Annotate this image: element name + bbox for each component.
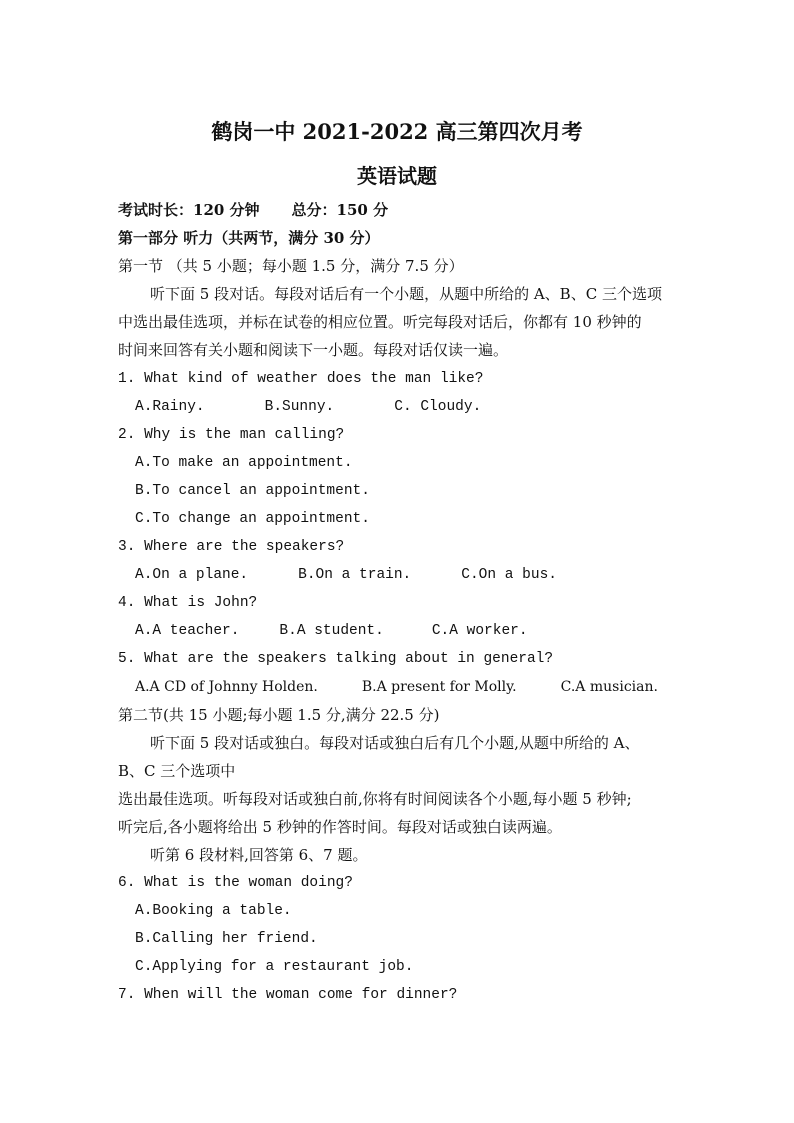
q1-option-c: C. Cloudy.	[394, 399, 482, 415]
exam-info	[118, 200, 388, 220]
q1-option-a: A.Rainy.	[135, 399, 205, 415]
section1-instr-line-3: 时间来回答有关小题和阅读下一小题。每段对话仅读一遍。	[118, 341, 509, 359]
q1-option-b: B.Sunny.	[264, 399, 335, 415]
q2-option-a: A.To make an appointment.	[135, 455, 353, 471]
q4-option-b: B.A student.	[279, 623, 384, 639]
section2-instr-line-4: 听完后,各小题将给出 5 秒钟的作答时间。每段对话或独白读两遍。	[118, 818, 562, 836]
question-3-options	[135, 565, 557, 585]
q4-option-c: C.A worker.	[431, 623, 528, 639]
question-4-options	[135, 621, 528, 641]
question-6: 6. What is the woman doing?	[118, 875, 353, 891]
exam-total: 总分：150 分	[291, 201, 389, 219]
section1-instr-line-2: 中选出最佳选项，并标在试卷的相应位置。听完每段对话后，你都有 10 秒钟的	[118, 313, 642, 331]
question-1-options	[135, 397, 481, 417]
q5-option-b: B.A present for Molly.	[361, 679, 517, 695]
q3-option-a: A.On a plane.	[135, 567, 249, 583]
exam-title: 鹤岗一中 2021-2022 高三第四次月考	[211, 119, 583, 144]
q6-option-c: C.Applying for a restaurant job.	[135, 959, 414, 975]
section2-instr-line-2: B、C 三个选项中	[118, 762, 236, 780]
question-5-options	[135, 677, 658, 697]
section1-instr-line-1: 听下面 5 段对话。每段对话后有一个小题，从题中所给的 A、B、C 三个选项	[150, 285, 662, 303]
section2-heading: 第二节(共 15 小题;每小题 1.5 分,满分 22.5 分)	[118, 706, 440, 724]
q6-option-a: A.Booking a table.	[135, 903, 292, 919]
q4-option-a: A.A teacher.	[135, 623, 240, 639]
q3-option-b: B.On a train.	[298, 567, 412, 583]
section2-instr-line-1: 听下面 5 段对话或独白。每段对话或独白后有几个小题,从题中所给的 A、	[150, 734, 640, 752]
q5-option-a: A.A CD of Johnny Holden.	[135, 679, 318, 695]
question-2: 2. Why is the man calling?	[118, 427, 345, 443]
question-4: 4. What is John?	[118, 595, 258, 611]
exam-time: 考试时长：120 分钟	[118, 201, 260, 219]
exam-subtitle: 英语试题	[357, 164, 437, 188]
q5-option-c: C.A musician.	[560, 679, 658, 695]
material-6-note: 听第 6 段材料,回答第 6、7 题。	[150, 846, 368, 864]
q2-option-b: B.To cancel an appointment.	[135, 483, 370, 499]
question-5: 5. What are the speakers talking about in general?	[118, 651, 554, 667]
section2-instr-line-3: 选出最佳选项。听每段对话或独白前,你将有时间阅读各个小题,每小题 5 秒钟;	[118, 790, 632, 808]
q6-option-b: B.Calling her friend.	[135, 931, 318, 947]
q2-option-c: C.To change an appointment.	[135, 511, 370, 527]
part1-heading: 第一部分 听力（共两节，满分 30 分）	[118, 229, 380, 247]
question-7: 7. When will the woman come for dinner?	[118, 987, 458, 1003]
question-3: 3. Where are the speakers?	[118, 539, 345, 555]
q3-option-c: C.On a bus.	[461, 567, 557, 583]
section1-heading: 第一节 （共 5 小题；每小题 1.5 分，满分 7.5 分）	[118, 257, 464, 275]
question-1: 1. What kind of weather does the man like?	[118, 371, 484, 387]
